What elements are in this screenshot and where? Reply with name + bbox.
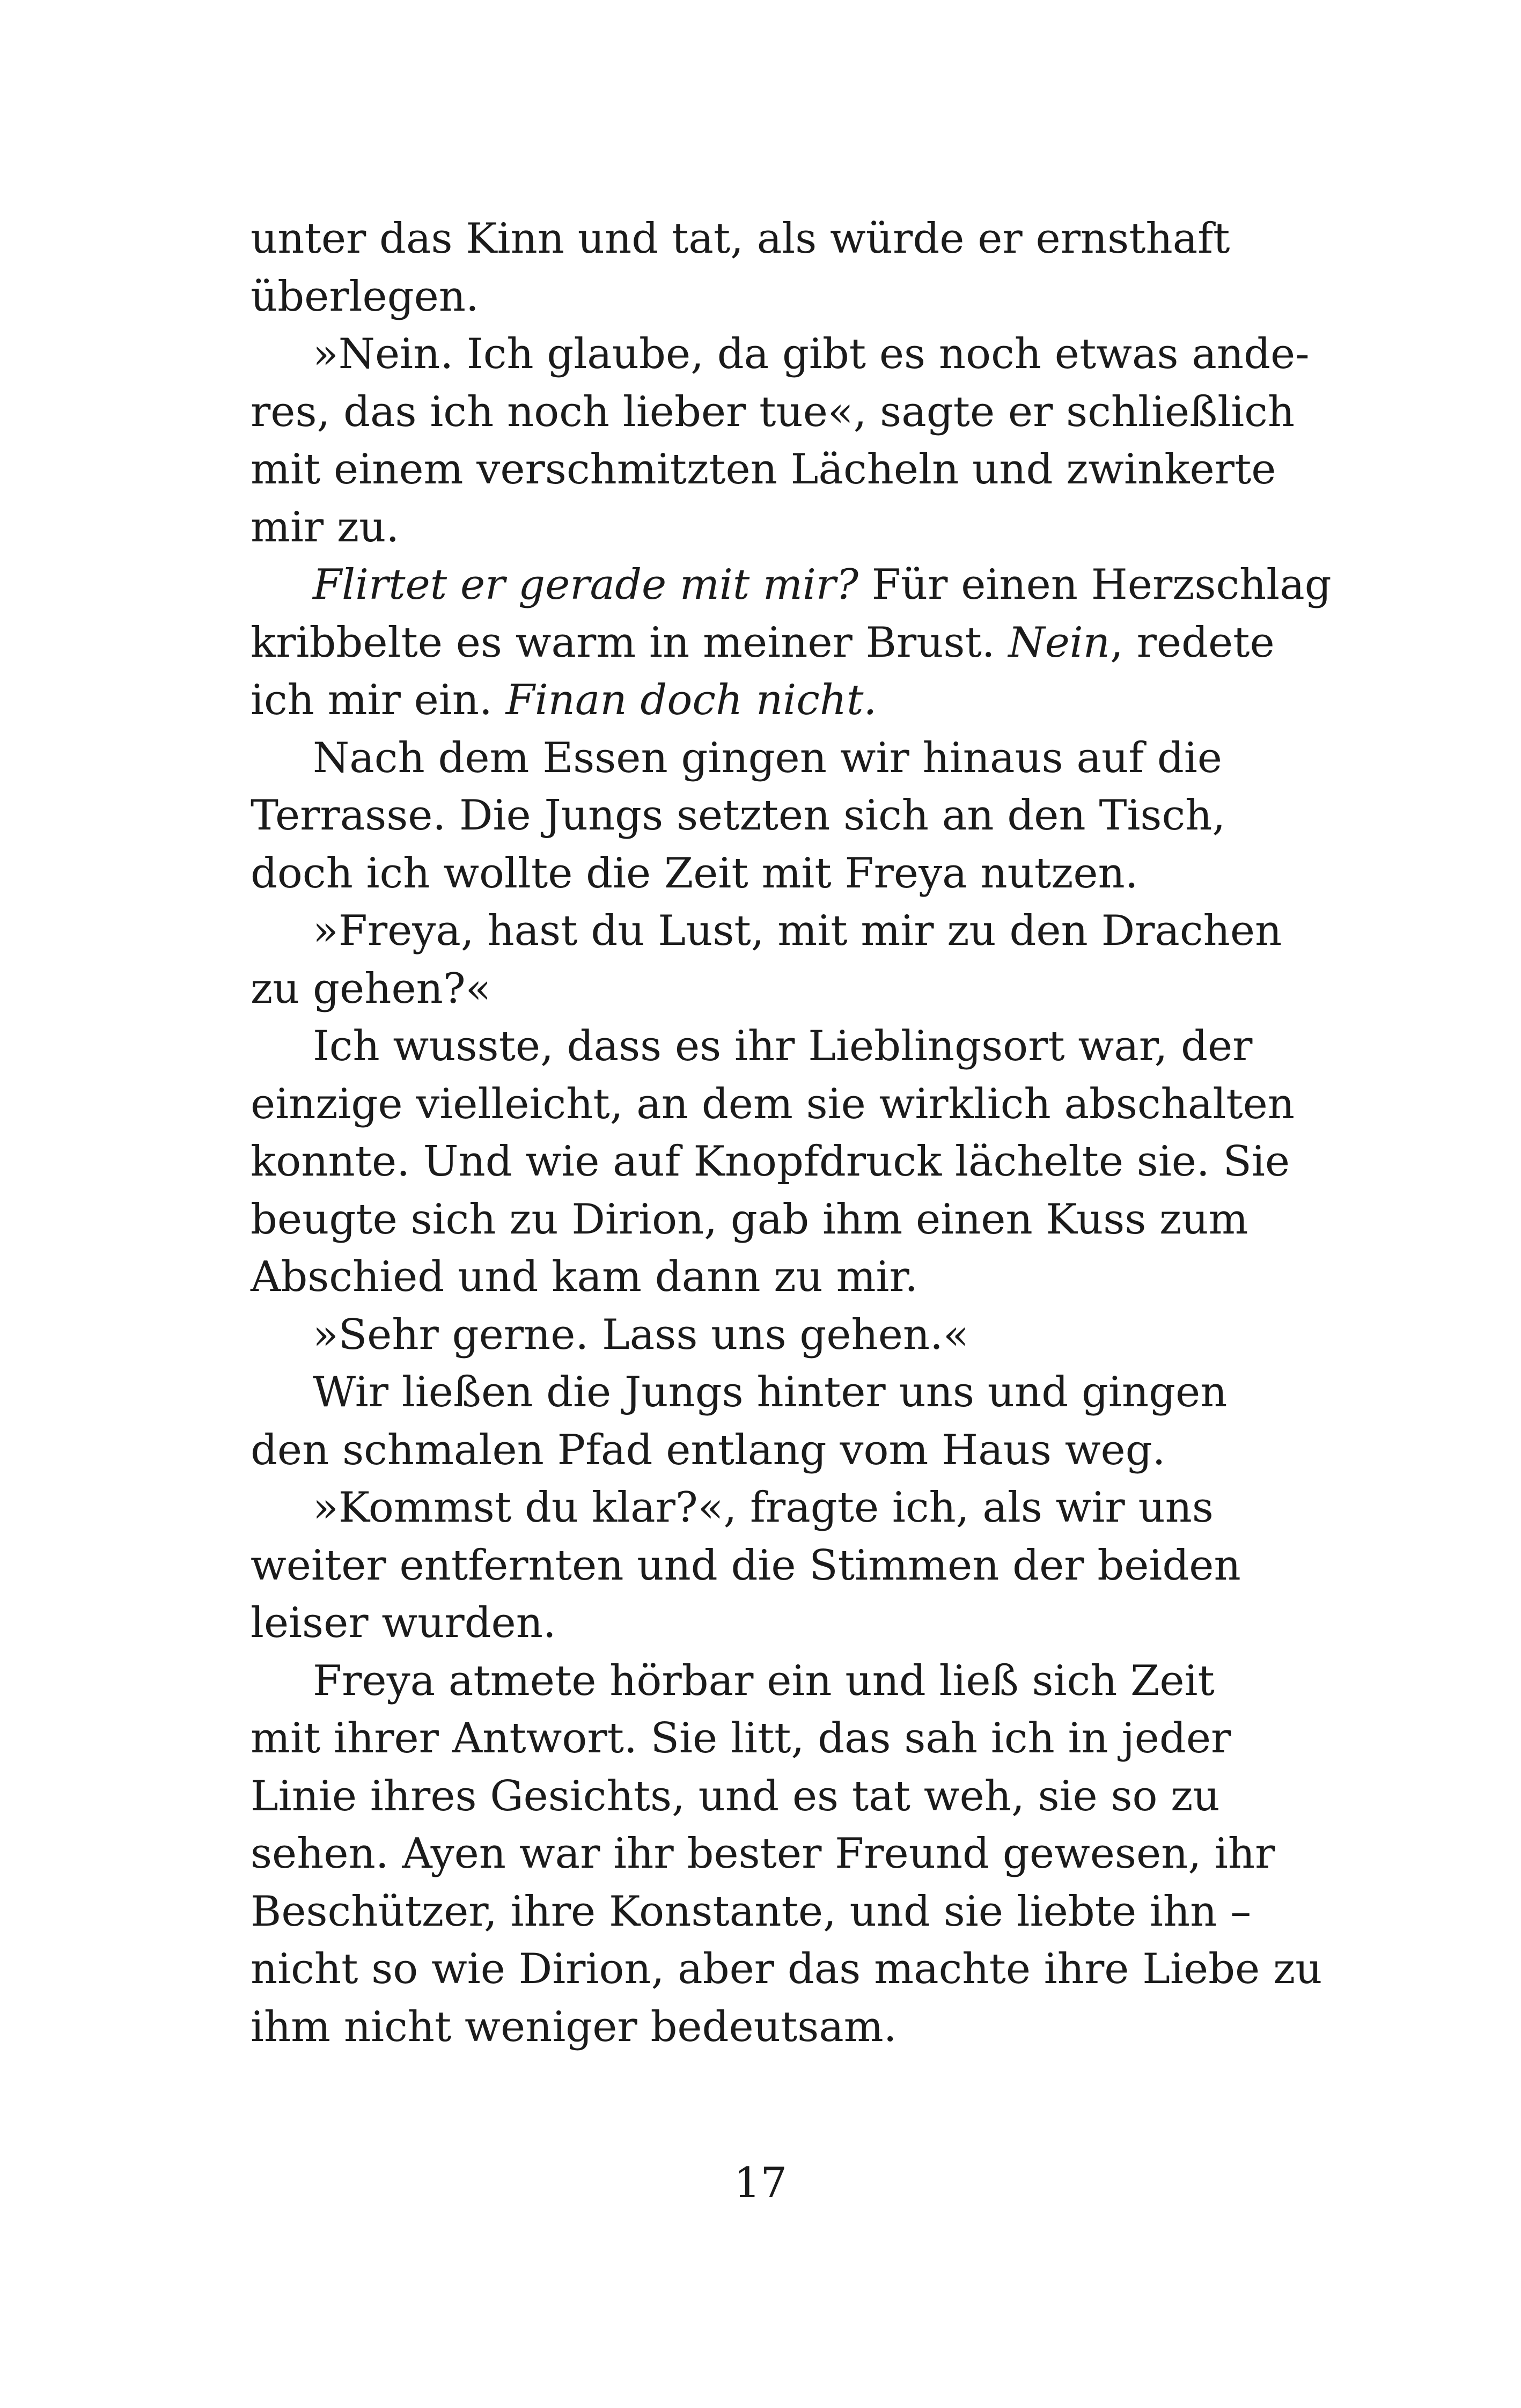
text-segment: den schmalen Pfad entlang vom Haus weg.: [251, 1426, 1166, 1474]
text-line: [251, 1595, 1345, 1653]
text-segment: leiser wurden.: [251, 1599, 556, 1647]
text-segment: »Nein. Ich glaube, da gibt es noch etwas ande-: [313, 330, 1310, 378]
text-segment: einzige vielleicht, an dem sie wirklich abschalten: [251, 1080, 1295, 1128]
text-line: [251, 1999, 1345, 2057]
text-segment: weiter entfernten und die Stimmen der beiden: [251, 1541, 1241, 1590]
italic-text: Nein: [1008, 618, 1110, 667]
text-line: [251, 902, 1345, 960]
text-segment: »Kommst du klar?«, fragte ich, als wir uns: [313, 1484, 1214, 1532]
text-segment: Wir ließen die Jungs hinter uns und gingen: [313, 1368, 1228, 1416]
text-line: [251, 1768, 1345, 1826]
text-line: [251, 730, 1345, 788]
text-segment: beugte sich zu Dirion, gab ihm einen Kuss zum: [251, 1195, 1248, 1244]
text-line: [251, 787, 1345, 845]
text-line: [251, 960, 1345, 1018]
text-segment: Terrasse. Die Jungs setzten sich an den Tisch,: [251, 791, 1226, 840]
text-line: [251, 1133, 1345, 1191]
text-segment: unter das Kinn und tat, als würde er ernsthaft: [251, 215, 1230, 263]
text-segment: , redete: [1109, 618, 1275, 667]
text-line: [251, 441, 1345, 499]
text-segment: kribbelte es warm in meiner Brust.: [251, 618, 1009, 667]
text-segment: sehen. Ayen war ihr bester Freund gewesen, ihr: [251, 1830, 1275, 1878]
text-segment: mir zu.: [251, 503, 400, 552]
text-segment: konnte. Und wie auf Knopfdruck lächelte sie. Sie: [251, 1137, 1290, 1186]
text-segment: zu gehen?«: [251, 964, 491, 1013]
italic-text: Flirtet er gerade mit mir?: [313, 561, 859, 609]
text-line: [251, 1825, 1345, 1883]
text-line: [251, 1076, 1345, 1134]
text-segment: überlegen.: [251, 272, 479, 321]
text-line: [251, 268, 1345, 326]
text-line: [251, 1306, 1345, 1364]
text-segment: ich mir ein.: [251, 676, 506, 724]
text-line: [251, 845, 1345, 903]
text-line: [251, 1364, 1345, 1422]
text-line: [251, 1941, 1345, 1999]
text-line: [251, 556, 1345, 614]
text-segment: Ich wusste, dass es ihr Lieblingsort war, der: [313, 1022, 1253, 1070]
italic-text: Finan doch nicht.: [505, 676, 877, 724]
text-segment: Für einen Herzschlag: [858, 561, 1332, 609]
text-line: [251, 614, 1345, 672]
text-segment: »Sehr gerne. Lass uns gehen.«: [313, 1310, 969, 1359]
text-line: [251, 1479, 1345, 1537]
text-segment: Nach dem Essen gingen wir hinaus auf die: [313, 733, 1222, 782]
text-line: [251, 1422, 1345, 1480]
text-segment: Linie ihres Gesichts, und es tat weh, sie so zu: [251, 1772, 1220, 1820]
text-line: [251, 1710, 1345, 1768]
body-text: [251, 210, 1345, 2056]
text-line: [251, 499, 1345, 557]
text-line: [251, 1883, 1345, 1941]
text-line: [251, 1537, 1345, 1595]
text-line: [251, 1249, 1345, 1306]
text-line: [251, 326, 1345, 384]
text-segment: Freya atmete hörbar ein und ließ sich Zeit: [313, 1656, 1215, 1705]
text-line: [251, 1653, 1345, 1710]
text-segment: mit ihrer Antwort. Sie litt, das sah ich in jeder: [251, 1714, 1231, 1763]
text-segment: mit einem verschmitzten Lächeln und zwinkerte: [251, 445, 1276, 494]
text-line: [251, 1191, 1345, 1249]
text-line: [251, 1018, 1345, 1076]
text-segment: ihm nicht weniger bedeutsam.: [251, 2002, 897, 2051]
page-number: 17: [733, 2159, 788, 2207]
text-line: [251, 384, 1345, 442]
text-line: [251, 672, 1345, 730]
text-segment: Beschützer, ihre Konstante, und sie liebte ihn –: [251, 1887, 1252, 1936]
text-segment: nicht so wie Dirion, aber das machte ihre Liebe zu: [251, 1945, 1322, 1993]
text-segment: Abschied und kam dann zu mir.: [251, 1253, 919, 1301]
text-segment: doch ich wollte die Zeit mit Freya nutzen.: [251, 849, 1138, 898]
text-segment: res, das ich noch lieber tue«, sagte er schließlich: [251, 387, 1295, 436]
text-line: [251, 210, 1345, 268]
text-segment: »Freya, hast du Lust, mit mir zu den Drachen: [313, 907, 1282, 955]
